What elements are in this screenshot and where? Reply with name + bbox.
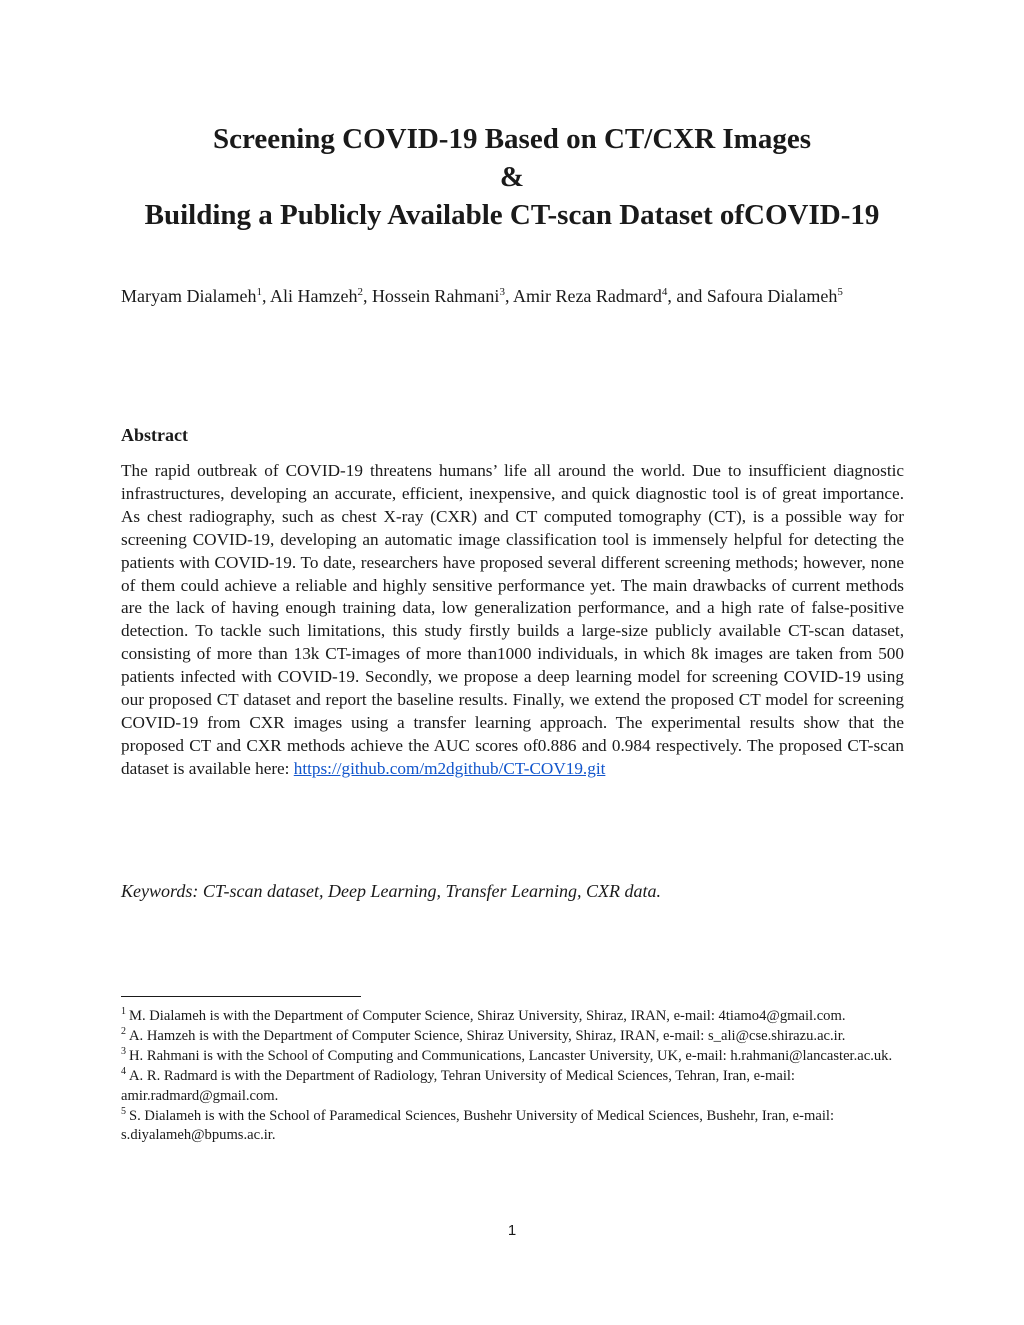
footnote-text: H. Rahmani is with the School of Computing and Communications, Lancaster University, UK, e-mail: h.rahmani@lancaster.ac.uk. xyxy=(129,1047,893,1064)
footnote xyxy=(121,1027,904,1047)
page-number: 1 xyxy=(507,1222,517,1239)
author-separator: , and xyxy=(667,286,707,306)
footnote-text: S. Dialameh is with the School of Paramedical Sciences, Bushehr University of Medical Sciences, Bushehr, Iran, e-mail: s.diyalameh@bpums.ac.ir. xyxy=(121,1107,835,1144)
author-name: Maryam Dialameh xyxy=(121,286,257,306)
author-name: Safoura Dialameh xyxy=(706,286,838,306)
keywords: Keywords: CT-scan dataset, Deep Learning, Transfer Learning, CXR data. xyxy=(121,881,661,901)
footnote-text: M. Dialameh is with the Department of Computer Science, Shiraz University, Shiraz, IRAN, e-mail: 4tiamo4@gmail.com. xyxy=(129,1008,846,1024)
footnote-text: A. Hamzeh is with the Department of Computer Science, Shiraz University, Shiraz, IRAN, e-mail: s_ali@cse.shirazu.ac.ir. xyxy=(129,1027,846,1044)
author-mark: 2 xyxy=(357,286,363,298)
dataset-link[interactable]: https://github.com/m2dgithub/CT-COV19.git xyxy=(293,758,606,778)
abstract-text: The rapid outbreak of COVID-19 threatens humans’ life all around the world. Due to insufficient diagnostic infrastructures, developing an accurate, efficient, inexpensive, and quick diagnostic tool is of great importance. As chest radiography, such as chest X-ray (CXR) and CT computed tomography (CT), is a possible way for screening COVID-19, developing an automatic image classification tool is immensely helpful for detecting the patients with COVID-19. To date, researchers have proposed several different screening methods; however, none of them could achieve a reliable and highly sensitive performance yet. The main drawbacks of current methods are the lack of having enough training data, low generalization performance, and a high rate of false-positive detection. To tackle such limitations, this study firstly builds a large-size publicly available CT-scan dataset, consisting of more than 13k CT-images of more than1000 individuals, in which 8k images are taken from 500 patients infected with COVID-19. Secondly, we propose a deep learning model for screening COVID-19 using our proposed CT dataset and report the baseline results. Finally, we extend the proposed CT model for screening COVID-19 from CXR images using a transfer learning approach. The experimental results show that the proposed CT and CXR methods achieve the AUC scores of0.886 and 0.984 respectively. The proposed CT-scan dataset is available here: xyxy=(121,461,904,778)
footnote xyxy=(121,1047,904,1067)
footnote-mark: 3 xyxy=(121,1045,126,1057)
title-line-ampersand: & xyxy=(499,161,525,193)
footnote xyxy=(121,1067,904,1107)
footnote-text: A. R. Radmard is with the Department of Radiology, Tehran University of Medical Sciences, Tehran, Iran, e-mail: amir.radmard@gmail.com. xyxy=(121,1067,795,1104)
author-name: Ali Hamzeh xyxy=(269,286,358,306)
author-mark: 5 xyxy=(837,286,843,298)
footnote-mark: 1 xyxy=(121,1006,126,1018)
abstract-body xyxy=(121,460,904,781)
footnote-divider xyxy=(121,996,361,997)
footnote xyxy=(121,1007,904,1027)
author-mark: 3 xyxy=(499,286,505,298)
author-name: Hossein Rahmani xyxy=(371,286,500,306)
footnote-mark: 2 xyxy=(121,1026,126,1038)
footnotes xyxy=(121,1007,904,1146)
title-line-1: Screening COVID-19 Based on CT/CXR Images xyxy=(212,123,811,155)
author-name: Amir Reza Radmard xyxy=(512,286,662,306)
paper-title xyxy=(0,120,1024,234)
footnote xyxy=(121,1107,904,1147)
author-mark: 4 xyxy=(661,286,668,298)
footnote-mark: 4 xyxy=(121,1065,126,1077)
author-mark: 1 xyxy=(256,286,262,298)
author-list xyxy=(121,284,904,308)
abstract-heading: Abstract xyxy=(121,425,188,445)
title-line-2: Building a Publicly Available CT-scan Dataset ofCOVID-19 xyxy=(144,199,880,231)
footnote-mark: 5 xyxy=(121,1105,126,1117)
author-separator: , xyxy=(504,286,513,306)
author-separator: , xyxy=(362,286,372,306)
author-separator: , xyxy=(261,286,270,306)
